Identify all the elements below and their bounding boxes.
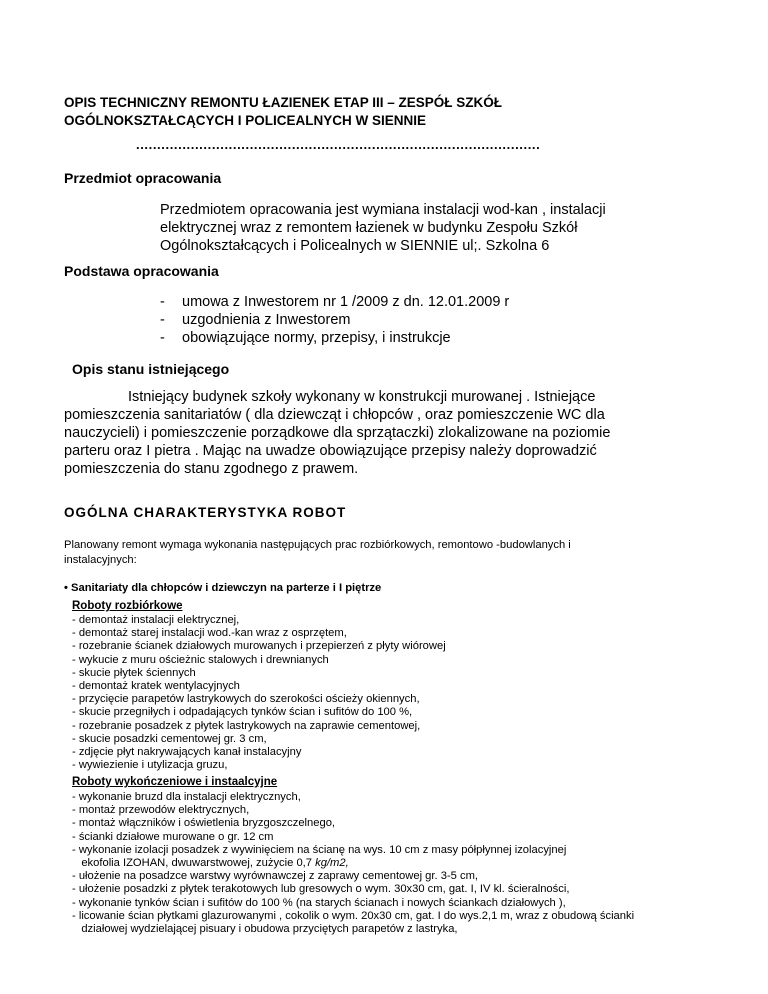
roboty-rozbiorkowe-list bbox=[72, 614, 446, 772]
list-item: - wykucie z muru ościeżnic stalowych i drewnianych bbox=[72, 653, 329, 666]
document-title-line-1: OPIS TECHNICZNY REMONTU ŁAZIENEK ETAP III – ZESPÓŁ SZKÓŁ bbox=[64, 95, 503, 110]
list-item-text: uzgodnienia z Inwestorem bbox=[182, 312, 351, 328]
ogolna-intro-line-1: Planowany remont wymaga wykonania następujących prac rozbiórkowych, remontowo -budowlanych i bbox=[64, 539, 571, 551]
section-heading-opis: Opis stanu istniejącego bbox=[72, 361, 230, 377]
list-item: - rozebranie ścianek działowych murowanych i przepierzeń z płyty wiórowej bbox=[72, 640, 446, 653]
section-heading-przedmiot: Przedmiot opracowania bbox=[64, 170, 222, 186]
list-item: - zdjęcie płyt nakrywających kanał instalacyjny bbox=[72, 746, 302, 759]
list-item bbox=[160, 293, 509, 311]
document-title-line-2: OGÓLNOKSZTAŁCĄCYCH I POLICEALNYCH W SIENNIE bbox=[64, 113, 427, 128]
przedmiot-paragraph bbox=[160, 201, 606, 255]
sanitariaty-heading: • Sanitariaty dla chłopców i dziewczyn na parterze i I piętrze bbox=[64, 582, 382, 594]
roboty-wykonczeniowe-list bbox=[72, 791, 634, 936]
paragraph-line: pomieszczenia do stanu zgodnego z prawem. bbox=[64, 461, 359, 477]
list-item: - przycięcie parapetów lastrykowych do szerokości ościeży okiennych, bbox=[72, 693, 420, 706]
list-item: - rozebranie posadzek z płytek lastrykowych na zaprawie cementowej, bbox=[72, 719, 421, 732]
roboty-wykonczeniowe-heading: Roboty wykończeniowe i instaalcyjne bbox=[72, 776, 278, 788]
list-item bbox=[72, 857, 634, 870]
list-item: - demontaż starej instalacji wod.-kan wraz z osprzętem, bbox=[72, 627, 347, 640]
list-item-text: obowiązujące normy, przepisy, i instrukcje bbox=[182, 330, 451, 346]
list-item: - ułożenie posadzki z płytek terakotowych lub gresowych o wym. 30x30 cm, gat. I, IV kl. ścieralności, bbox=[72, 883, 570, 896]
list-item bbox=[160, 311, 509, 329]
list-item: - skucie przegniłych i odpadających tynków ścian i sufitów do 100 %, bbox=[72, 706, 413, 719]
list-item bbox=[160, 329, 509, 347]
paragraph-line: nauczycieli) i pomieszczenie porządkowe dla sprzątaczki) zlokalizowane na poziomie bbox=[64, 425, 611, 441]
list-item: - montaż włączników i oświetlenia bryzgoszczelnego, bbox=[72, 817, 336, 830]
list-item: - wykonanie bruzd dla instalacji elektrycznych, bbox=[72, 791, 301, 803]
paragraph-line: Ogólnokształcących i Policealnych w SIENNIE ul;. Szkolna 6 bbox=[160, 238, 550, 254]
list-item: - montaż przewodów elektrycznych, bbox=[72, 804, 250, 817]
list-item: - demontaż instalacji elektrycznej, bbox=[72, 614, 240, 626]
podstawa-list bbox=[160, 293, 509, 347]
list-bullet: - bbox=[160, 330, 165, 346]
list-item: - demontaż kratek wentylacyjnych bbox=[72, 680, 240, 693]
list-item: - wykonanie tynków ścian i sufitów do 100 % (na starych ścianach i nowych ściankach działowych ), bbox=[72, 896, 566, 909]
list-item: - skucie płytek ściennych bbox=[72, 666, 196, 679]
paragraph-line: parteru oraz I pietra . Mając na uwadze obowiązujące przepisy należy doprowadzić bbox=[64, 443, 597, 459]
list-bullet: - bbox=[160, 294, 165, 310]
list-item: - wywiezienie i utylizacja gruzu, bbox=[72, 759, 228, 772]
list-item-text: umowa z Inwestorem nr 1 /2009 z dn. 12.01.2009 r bbox=[182, 294, 510, 310]
list-bullet: - bbox=[160, 312, 165, 328]
dotted-separator: ................................................................................................ bbox=[136, 137, 541, 152]
list-item: - skucie posadzki cementowej gr. 3 cm, bbox=[72, 732, 267, 745]
list-item: - wykonanie izolacji posadzek z wywinięciem na ścianę na wys. 10 cm z masy półpłynnej izolacyjnej bbox=[72, 843, 567, 856]
paragraph-line: Przedmiotem opracowania jest wymiana instalacji wod-kan , instalacji bbox=[160, 202, 606, 218]
list-item: - licowanie ścian płytkami glazurowanymi , cokolik o wym. 20x30 cm, gat. I do wys.2,1 m, wraz z obudową ścianki bbox=[72, 909, 635, 922]
unit-text: kg/m2, bbox=[315, 857, 349, 870]
opis-paragraph bbox=[64, 388, 610, 478]
section-heading-podstawa: Podstawa opracowania bbox=[64, 263, 219, 279]
ogolna-intro-line-2: instalacyjnych: bbox=[64, 554, 137, 566]
list-item: działowej wydzielającej pisuary i obudowa przyciętych parapetów z lastryka, bbox=[72, 923, 458, 936]
list-item: - ścianki działowe murowane o gr. 12 cm bbox=[72, 830, 274, 843]
roboty-rozbiorkowe-heading: Roboty rozbiórkowe bbox=[72, 600, 183, 612]
paragraph-line: Istniejący budynek szkoły wykonany w konstrukcji murowanej . Istniejące bbox=[128, 389, 596, 405]
list-item: - ułożenie na posadzce warstwy wyrównawczej z zaprawy cementowej gr. 3-5 cm, bbox=[72, 870, 479, 883]
section-heading-ogolna: OGÓLNA CHARAKTERYSTYKA ROBOT bbox=[64, 505, 347, 520]
paragraph-line: pomieszczenia sanitariatów ( dla dziewcząt i chłopców , oraz pomieszczenie WC dla bbox=[64, 407, 605, 423]
list-item-text: ekofolia IZOHAN, dwuwarstwowej, zużycie 0,7 bbox=[72, 857, 316, 870]
paragraph-line: elektrycznej wraz z remontem łazienek w budynku Zespołu Szkół bbox=[160, 220, 578, 236]
